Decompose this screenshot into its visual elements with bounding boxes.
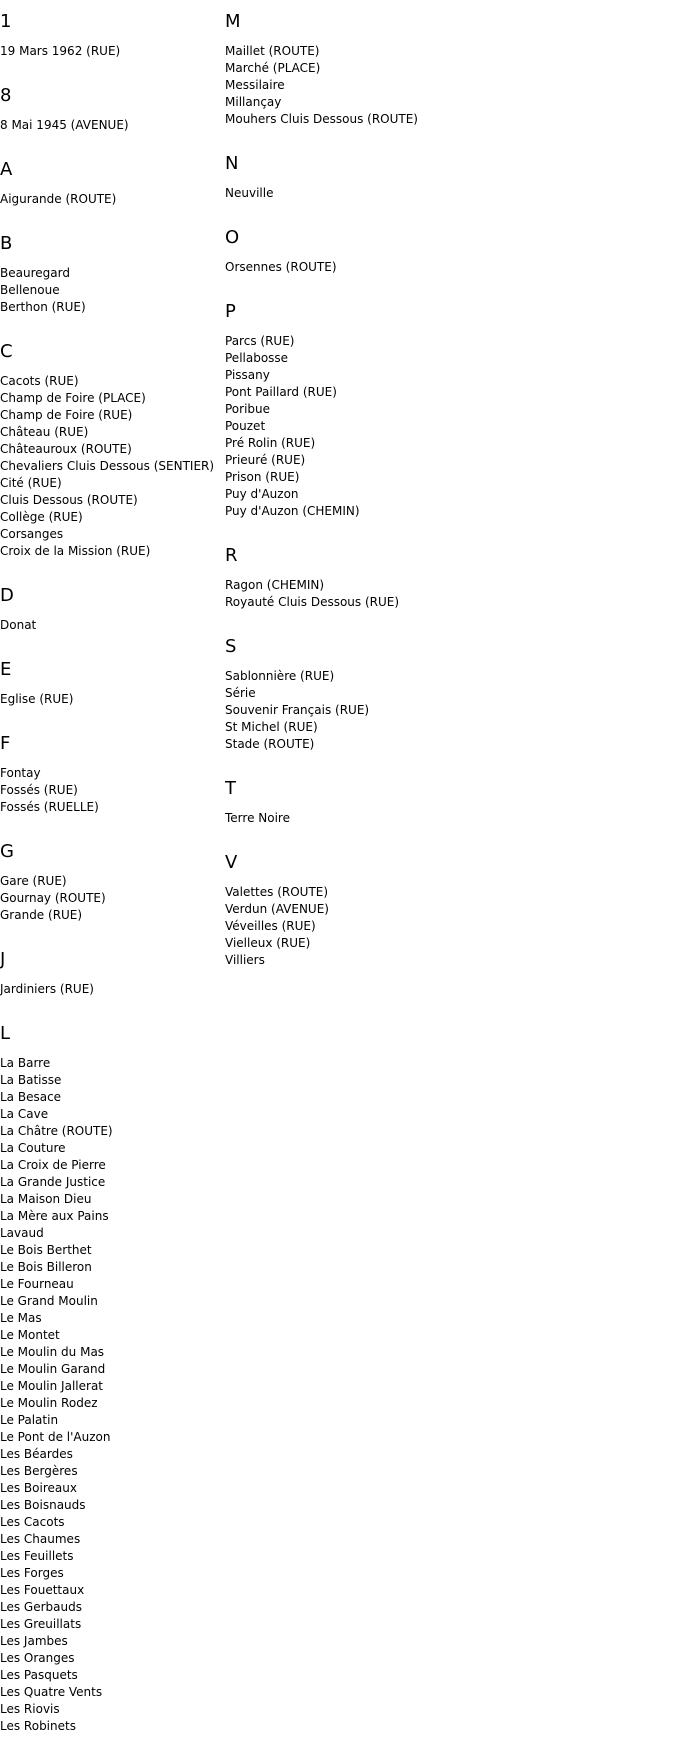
street-name: Croix de la Mission (RUE) [0,544,151,558]
street-list [0,265,225,316]
section-letter-heading: N [225,153,239,174]
section-letter-heading: 8 [0,85,12,106]
street-name: Collège (RUE) [0,510,83,524]
letter-section [0,11,225,60]
street-name: Les Feuillets [0,1549,74,1563]
street-name: Chevaliers Cluis Dessous (SENTIER) [0,459,215,473]
street-list [0,117,225,134]
street-name: La Besace [0,1090,62,1104]
letter-section [0,841,225,924]
street-list [0,1055,225,1735]
street-name: Pissany [225,368,270,382]
street-name: Pré Rolin (RUE) [225,436,316,450]
street-name: La Cave [0,1107,49,1121]
letter-section [225,227,525,276]
letter-section [225,852,525,969]
letter-section [0,733,225,816]
section-letter-heading: L [0,1023,11,1044]
street-name: Le Mas [0,1311,42,1325]
section-letter-heading: O [225,227,240,248]
street-name: La Croix de Pierre [0,1158,106,1172]
section-letter-heading: V [225,852,238,873]
street-name: Vielleux (RUE) [225,936,311,950]
street-name: Les Chaumes [0,1532,81,1546]
street-name: Les Fouettaux [0,1583,85,1597]
section-letter-heading: P [225,301,236,322]
street-name: Véveilles (RUE) [225,919,316,933]
letter-section [0,1023,225,1735]
street-name: Villiers [225,953,265,967]
street-name: Gournay (ROUTE) [0,891,106,905]
section-letter-heading: M [225,11,241,32]
street-list [225,185,525,202]
street-name: Beauregard [0,266,70,280]
section-letter-heading: B [0,233,13,254]
street-name: Fossés (RUE) [0,783,78,797]
street-name: Stade (ROUTE) [225,737,315,751]
street-name: Champ de Foire (RUE) [0,408,133,422]
street-name: Puy d'Auzon [225,487,299,501]
street-name: La Grande Justice [0,1175,106,1189]
street-list [225,884,525,969]
street-name: Le Moulin Jallerat [0,1379,103,1393]
section-letter-heading: J [0,949,6,970]
street-name: Château (RUE) [0,425,89,439]
street-name: Fontay [0,766,41,780]
street-name: Les Béardes [0,1447,73,1461]
street-list [225,333,525,520]
street-name: Les Forges [0,1566,64,1580]
street-name: Cacots (RUE) [0,374,79,388]
street-name: Cluis Dessous (ROUTE) [0,493,138,507]
street-name: Eglise (RUE) [0,692,74,706]
street-name: Mouhers Cluis Dessous (ROUTE) [225,112,418,126]
street-list [225,577,525,611]
section-letter-heading: R [225,545,238,566]
letter-section [0,159,225,208]
street-name: Les Cacots [0,1515,65,1529]
letter-section [225,778,525,827]
street-name: Lavaud [0,1226,44,1240]
street-name: Sablonnière (RUE) [225,669,335,683]
street-name: La Barre [0,1056,51,1070]
street-name: Verdun (AVENUE) [225,902,329,916]
street-name: Le Montet [0,1328,60,1342]
street-name: Les Bergères [0,1464,78,1478]
street-name: Puy d'Auzon (CHEMIN) [225,504,360,518]
street-name: Parcs (RUE) [225,334,295,348]
street-name: Fossés (RUELLE) [0,800,99,814]
section-letter-heading: E [0,659,12,680]
street-name: Série [225,686,256,700]
street-name: Les Riovis [0,1702,60,1716]
section-letter-heading: S [225,636,237,657]
street-list [225,810,525,827]
street-name: Cité (RUE) [0,476,62,490]
street-name: La Maison Dieu [0,1192,92,1206]
street-name: Pellabosse [225,351,289,365]
street-name: Neuville [225,186,274,200]
street-list [0,981,225,998]
street-name: Le Pont de l'Auzon [0,1430,111,1444]
street-name: Royauté Cluis Dessous (RUE) [225,595,400,609]
street-name: Le Moulin du Mas [0,1345,105,1359]
letter-section [0,85,225,134]
street-name: Poribue [225,402,271,416]
street-name: Châteauroux (ROUTE) [0,442,132,456]
street-name: Gare (RUE) [0,874,67,888]
street-name: Orsennes (ROUTE) [225,260,337,274]
section-letter-heading: D [0,585,14,606]
street-name: Souvenir Français (RUE) [225,703,370,717]
street-name: Les Quatre Vents [0,1685,103,1699]
street-name: Grande (RUE) [0,908,83,922]
street-name: Pont Paillard (RUE) [225,385,337,399]
letter-section [225,11,525,128]
street-name: Champ de Foire (PLACE) [0,391,146,405]
letter-section [0,341,225,560]
street-name: Le Palatin [0,1413,59,1427]
letter-section [225,636,525,753]
street-list [0,191,225,208]
street-list [0,43,225,60]
street-name: Les Boireaux [0,1481,77,1495]
street-name: Le Moulin Rodez [0,1396,98,1410]
street-name: Corsanges [0,527,64,541]
street-name: Jardiniers (RUE) [0,982,94,996]
section-letter-heading: C [0,341,13,362]
section-letter-heading: T [225,778,236,799]
letter-section [0,585,225,634]
street-name: Les Pasquets [0,1668,78,1682]
street-index-right-column [225,11,525,994]
street-name: Berthon (RUE) [0,300,86,314]
street-name: Les Oranges [0,1651,75,1665]
letter-section [0,949,225,998]
street-name: Donat [0,618,37,632]
letter-section [0,233,225,316]
street-name: La Châtre (ROUTE) [0,1124,113,1138]
street-name: Les Boisnauds [0,1498,86,1512]
street-name: Bellenoue [0,283,60,297]
street-name: La Batisse [0,1073,62,1087]
letter-section [0,659,225,708]
street-name: La Couture [0,1141,66,1155]
section-letter-heading: A [0,159,13,180]
street-name: Le Bois Billeron [0,1260,92,1274]
street-name: 19 Mars 1962 (RUE) [0,44,121,58]
street-name: Prison (RUE) [225,470,300,484]
street-name: Valettes (ROUTE) [225,885,329,899]
street-name: Les Gerbauds [0,1600,82,1614]
street-name: Prieuré (RUE) [225,453,306,467]
street-name: Les Jambes [0,1634,68,1648]
street-list [225,43,525,128]
street-name: Ragon (CHEMIN) [225,578,325,592]
street-name: 8 Mai 1945 (AVENUE) [0,118,129,132]
street-index-left-column [0,11,225,1760]
street-list [0,691,225,708]
section-letter-heading: F [0,733,11,754]
street-name: Le Bois Berthet [0,1243,92,1257]
street-list [0,765,225,816]
street-name: Marché (PLACE) [225,61,321,75]
letter-section [225,301,525,520]
street-name: Pouzet [225,419,266,433]
street-name: Terre Noire [225,811,290,825]
street-name: La Mère aux Pains [0,1209,109,1223]
letter-section [225,153,525,202]
letter-section [225,545,525,611]
street-name: Le Grand Moulin [0,1294,98,1308]
street-name: Les Robinets [0,1719,76,1733]
street-name: Le Moulin Garand [0,1362,106,1376]
street-name: Millançay [225,95,282,109]
street-list [225,668,525,753]
street-list [0,873,225,924]
street-list [225,259,525,276]
street-name: Maillet (ROUTE) [225,44,320,58]
street-name: St Michel (RUE) [225,720,318,734]
street-list [0,373,225,560]
section-letter-heading: 1 [0,11,12,32]
section-letter-heading: G [0,841,14,862]
street-list [0,617,225,634]
street-name: Le Fourneau [0,1277,74,1291]
street-name: Les Greuillats [0,1617,82,1631]
street-name: Aigurande (ROUTE) [0,192,117,206]
street-name: Messilaire [225,78,285,92]
